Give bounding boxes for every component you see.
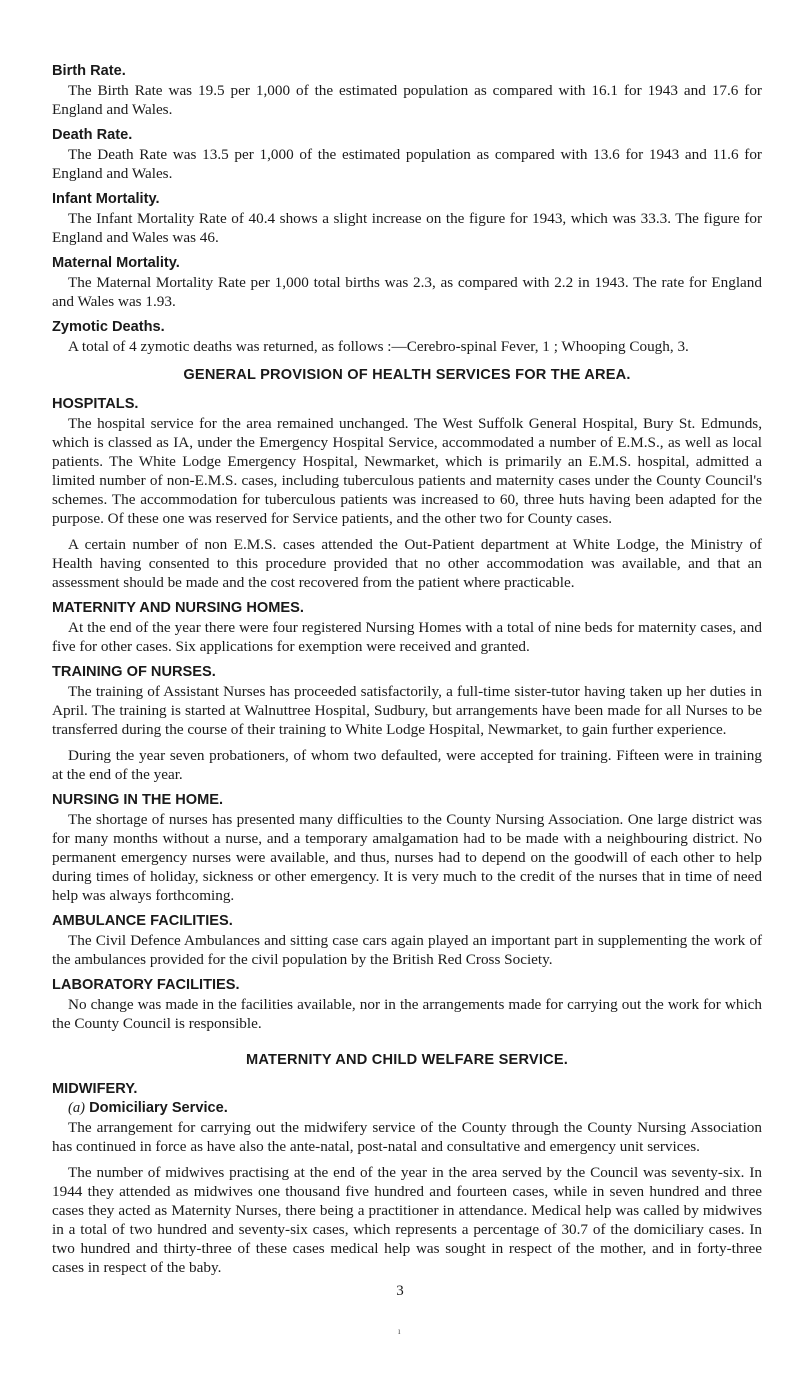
infant-mortality-text: The Infant Mortality Rate of 40.4 shows a slight increase on the figure for 1943, which was 33.3. The figure for England and Wales was 46.	[52, 210, 762, 246]
nursing-home-heading: NURSING IN THE HOME.	[52, 792, 224, 808]
page-content	[52, 62, 762, 1277]
page-number: 3	[396, 1283, 404, 1299]
ambulance-text: The Civil Defence Ambulances and sitting case cars again played an important part in supplementing the work of the ambulances provided for the civil population by the British Red Cross Society.	[52, 932, 762, 968]
midwifery-heading: MIDWIFERY.	[52, 1081, 138, 1097]
training-nurses-paragraph-1: The training of Assistant Nurses has proceeded satisfactorily, a full-time sister-tutor having taken up her duties in April. The training is started at Walnuttree Hospital, Sudbury, but arrangements have been made for all Nurses to be transferred during the course of their training to White Lodge Hospital, Newmarket, to gain further experience.	[52, 683, 762, 738]
laboratory-text: No change was made in the facilities available, nor in the arrangements made for carrying out the work for which the County Council is responsible.	[52, 996, 762, 1032]
maternal-mortality-heading: Maternal Mortality.	[52, 255, 180, 271]
hospitals-paragraph-2: A certain number of non E.M.S. cases attended the Out-Patient department at White Lodge, the Ministry of Health having consented to this procedure provided that no other accommodation was available, and that an assessment should be made and the cost recovered from the patient where practicable.	[52, 536, 762, 591]
maternal-mortality-text: The Maternal Mortality Rate per 1,000 total births was 2.3, as compared with 2.2 in 1943. The rate for England and Wales was 1.93.	[52, 274, 762, 310]
birth-rate-heading: Birth Rate.	[52, 63, 126, 79]
domiciliary-service-title: Domiciliary Service.	[89, 1100, 228, 1116]
death-rate-heading: Death Rate.	[52, 127, 133, 143]
maternity-homes-text: At the end of the year there were four registered Nursing Homes with a total of nine beds for maternity cases, and five for other cases. Six applications for exemption were received and granted.	[52, 619, 762, 655]
zymotic-deaths-heading: Zymotic Deaths.	[52, 319, 165, 335]
domiciliary-service-heading	[52, 1099, 762, 1118]
training-nurses-paragraph-2: During the year seven probationers, of whom two defaulted, were accepted for training. Fifteen were in training at the end of the year.	[52, 747, 762, 783]
general-provision-title: GENERAL PROVISION OF HEALTH SERVICES FOR THE AREA.	[183, 367, 631, 383]
death-rate-text: The Death Rate was 13.5 per 1,000 of the estimated population as compared with 13.6 for 1943 and 11.6 for England and Wales.	[52, 146, 762, 182]
zymotic-deaths-text: A total of 4 zymotic deaths was returned, as follows :—Cerebro-spinal Fever, 1 ; Whooping Cough, 3.	[68, 338, 689, 355]
birth-rate-text: The Birth Rate was 19.5 per 1,000 of the estimated population as compared with 16.1 for 1943 and 17.6 for England and Wales.	[52, 82, 762, 118]
nursing-home-text: The shortage of nurses has presented many difficulties to the County Nursing Association. One large district was for many months without a nurse, and a temporary amalgamation had to be made with a neighbouring district. No permanent emergency nurses were available, and thus, nurses had to depend on the goodwill of each other to help during times of holiday, sickness or other emergency. It is very much to the credit of the nurses that in time of need help was always forthcoming.	[52, 811, 762, 904]
laboratory-heading: LABORATORY FACILITIES.	[52, 977, 240, 993]
hospitals-paragraph-1: The hospital service for the area remained unchanged. The West Suffolk General Hospital, Bury St. Edmunds, which is classed as IA, under the Emergency Hospital Service, accommodated a number of E.M.S., as well as local patients. The White Lodge Emergency Hospital, Newmarket, which is primarily an E.M.S. hospital, admitted a limited number of non-E.M.S. cases, including tuberculous patients and maternity cases under the County Council's schemes. The accommodation for tuberculous patients was increased to 60, three huts having been adapted for the purpose. Of these one was reserved for Service patients, and the other two for County cases.	[52, 415, 762, 527]
training-nurses-heading: TRAINING OF NURSES.	[52, 664, 216, 680]
midwifery-paragraph-2: The number of midwives practising at the end of the year in the area served by the Council was seventy-six. In 1944 they attended as midwives one thousand five hundred and fourteen cases, while in seven hundred and three cases they acted as Maternity Nurses, there being a practitioner in attendance. Medical help was called by midwives in a total of two hundred and seventy-six cases, which represents a percentage of 30.7 of the domiciliary cases. In two hundred and thirty-three of these cases medical help was sought in respect of the mother, and in forty-three cases in respect of the baby.	[52, 1164, 762, 1276]
maternity-homes-heading: MATERNITY AND NURSING HOMES.	[52, 600, 304, 616]
scan-mark: ı	[398, 1326, 401, 1336]
infant-mortality-heading: Infant Mortality.	[52, 191, 160, 207]
maternity-welfare-title: MATERNITY AND CHILD WELFARE SERVICE.	[245, 1052, 569, 1068]
midwifery-paragraph-1: The arrangement for carrying out the midwifery service of the County through the County Nursing Association has continued in force as have also the ante-natal, post-natal and consultative and emergency unit services.	[52, 1119, 762, 1155]
domiciliary-service-label: (a)	[68, 1100, 86, 1116]
hospitals-heading: HOSPITALS.	[52, 396, 139, 412]
ambulance-heading: AMBULANCE FACILITIES.	[52, 913, 233, 929]
